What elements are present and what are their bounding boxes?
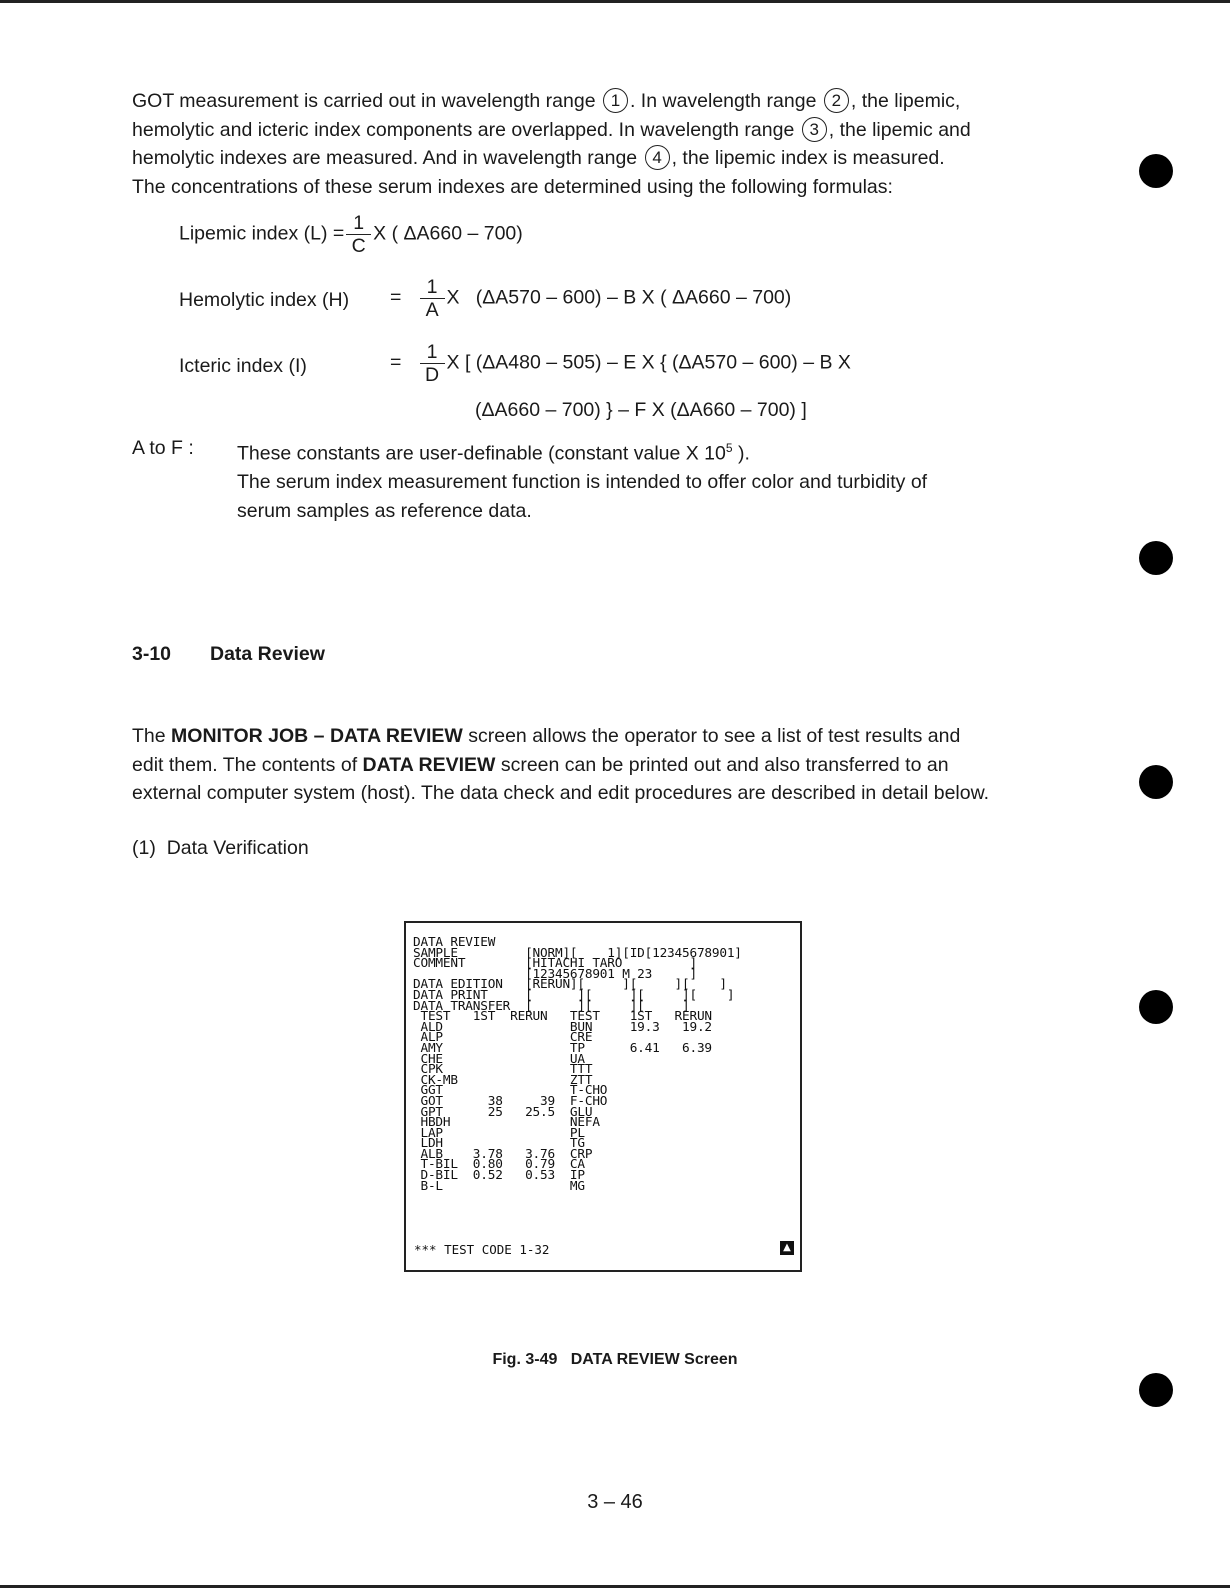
- icteric-formula: = $\frac{1}{D}$ X [ (ΔA480 – 505) – E X { (ΔA570 – 600) – B X: [390, 341, 851, 386]
- range-3-marker: 3: [802, 117, 827, 142]
- page-number: 3 – 46: [587, 1491, 643, 1513]
- icteric-label: Icteric index (I): [179, 355, 307, 377]
- intro-paragraph: GOT measurement is carried out in wavelength range 1 . In wavelength range 2 , the lipemic, hemolytic and icteric index components are overlapped. In wavelength range 3 , the lipemic and hemolytic indexes are measured. And in wavelength range 4 , the lipemic index is measured. The concentrations of these serum indexes are determined using the following formulas:: [132, 90, 971, 198]
- hemolytic-label: Hemolytic index (H): [179, 289, 350, 311]
- binder-hole-5: [1139, 1373, 1173, 1407]
- screen-contents: DATA REVIEW SAMPLE [NORM][ 1][ID[12345678901] COMMENT [HITACHI TARO ] [12345678901 M 23 ] DATA EDITION [RERUN][ ][ ][ ] DATA PRINT [ ][ ][ ][ ] DATA TRANSFER [ ][ ][ ] TEST 1ST RERUN TEST 1ST RERUN ALD BUN 19.3 19.2 ALP CRE AMY TP 6.41 6.39 CHE UA CPK TTT CK-MB ZTT GGT T-CHO GOT 38 39 F-CHO GPT 25 25.5 GLU HBDH NEFA LAP PL LDH TG ALB 3.78 3.76 CRP T-BIL 0.80 0.79 CA D-BIL 0.52 0.53 IP B-L MG: [413, 934, 742, 1193]
- constants-label: A to F :: [132, 437, 194, 459]
- page-top-edge: [0, 0, 1230, 3]
- lipemic-formula: Lipemic index (L) = $\frac{1}{C}$ X ( ΔA660 – 700): [179, 212, 523, 257]
- binder-hole-3: [1139, 765, 1173, 799]
- section-heading: 3-10 Data Review: [132, 643, 325, 665]
- hemolytic-formula: = $\frac{1}{A}$ X (ΔA570 – 600) – B X ( ΔA660 – 700): [390, 276, 792, 321]
- figure-caption: Fig. 3-49 DATA REVIEW Screen: [492, 1351, 738, 1368]
- item-heading: (1) Data Verification: [132, 837, 309, 859]
- binder-hole-1: [1139, 154, 1173, 188]
- screen-footer: *** TEST CODE 1-32: [414, 1242, 550, 1257]
- binder-hole-4: [1139, 990, 1173, 1024]
- page-indicator-icon: ▲: [780, 1241, 794, 1255]
- icteric-formula-continued: (ΔA660 – 700) } – F X (ΔA660 – 700) ]: [475, 399, 807, 421]
- constants-paragraph: These constants are user-definable (constant value X $10^5$ ). The serum index measurement function is intended to offer color and turbidity of serum samples as reference data.: [237, 441, 928, 522]
- data-review-paragraph: The MONITOR JOB – DATA REVIEW screen allows the operator to see a list of test results and edit them. The contents of DATA REVIEW screen can be printed out and also transferred to an external computer system (host). The data check and edit procedures are described in detail below.: [132, 725, 990, 804]
- data-review-screen: [404, 921, 802, 1272]
- range-4-marker: 4: [645, 145, 670, 170]
- range-2-marker: 2: [824, 88, 849, 113]
- binder-hole-2: [1139, 541, 1173, 575]
- range-1-marker: 1: [603, 88, 628, 113]
